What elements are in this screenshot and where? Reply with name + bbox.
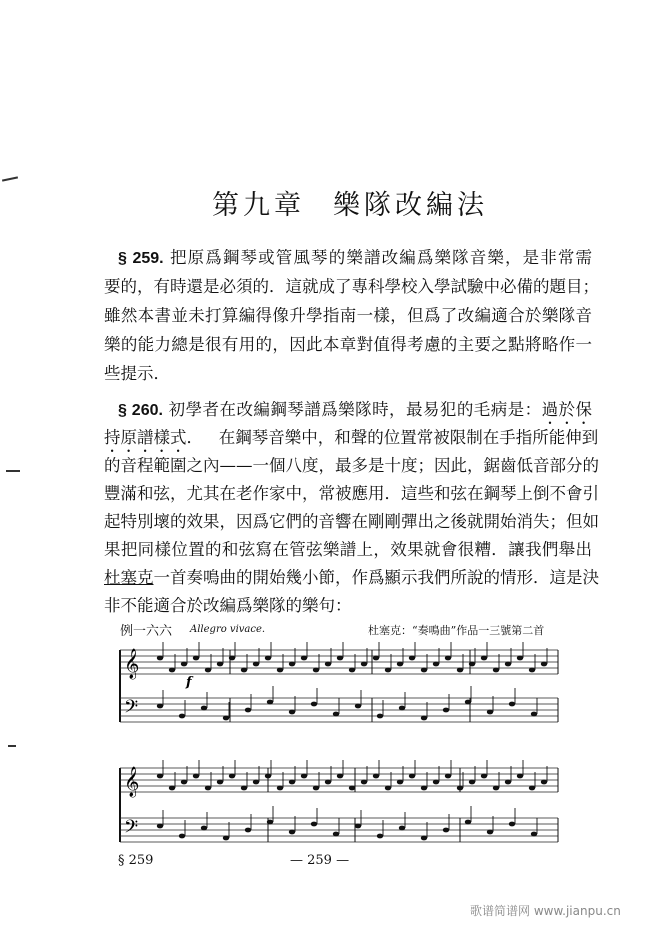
note-head — [301, 774, 307, 779]
text-line: 些提示． — [104, 364, 170, 383]
note-head — [373, 656, 379, 661]
note-head — [469, 780, 475, 785]
note-head — [409, 656, 415, 661]
note-head — [541, 662, 547, 667]
note-head — [217, 780, 223, 785]
note-head — [509, 702, 515, 707]
note-head — [445, 656, 451, 661]
note-head — [399, 706, 405, 711]
note-head — [373, 774, 379, 779]
text-line: 豐滿和弦，尤其在老作家中，常被應用．這些和弦在鋼琴上倒不會引 — [104, 484, 599, 503]
note-head — [445, 774, 451, 779]
note-head — [253, 662, 259, 667]
note-head — [193, 656, 199, 661]
note-head — [409, 774, 415, 779]
text-line: 果把同樣位置的和弦寫在管弦樂譜上，效果就會很糟．讓我們舉出 — [104, 540, 592, 559]
note-head — [245, 828, 251, 833]
note-head — [421, 786, 427, 791]
note-head — [349, 786, 355, 791]
note-head — [289, 662, 295, 667]
note-head — [223, 716, 229, 721]
note-head — [529, 668, 535, 673]
note-head — [481, 656, 487, 661]
note-head — [201, 826, 207, 831]
note-head — [505, 780, 511, 785]
note-head — [181, 780, 187, 785]
note-head — [333, 832, 339, 837]
tempo-marking: Allegro vivace. — [190, 624, 266, 635]
note-head — [289, 780, 295, 785]
note-head — [443, 828, 449, 833]
text-line: 的音程範圍之內——一個八度，最多是十度；因此，鋸齒低音部分的 — [104, 456, 599, 475]
emphasized-text: 持原譜樣式． — [104, 428, 203, 447]
note-head — [277, 668, 283, 673]
note-head — [267, 820, 273, 825]
treble-clef-icon: 𝄞 — [124, 649, 140, 679]
note-head — [529, 786, 535, 791]
dynamic-marking: f — [186, 675, 192, 690]
note-head — [509, 822, 515, 827]
note-head — [325, 662, 331, 667]
watermark: 歌谱简谱网 www.jianpu.cn — [470, 904, 621, 918]
note-head — [277, 786, 283, 791]
bass-clef-icon: 𝄢 — [124, 817, 139, 842]
note-head — [179, 834, 185, 839]
note-head — [201, 706, 207, 711]
treble-clef-icon: 𝄞 — [124, 767, 140, 797]
chapter-number: 第九章 — [212, 190, 305, 221]
note-head — [487, 830, 493, 835]
note-head — [465, 700, 471, 705]
text-line: 非不能適合於改編爲樂隊的樂句： — [104, 596, 352, 615]
note-head — [541, 780, 547, 785]
note-head — [157, 704, 163, 709]
note-head — [531, 712, 537, 717]
note-head — [205, 786, 211, 791]
note-head — [337, 656, 343, 661]
note-head — [265, 656, 271, 661]
note-head — [325, 780, 331, 785]
note-head — [253, 780, 259, 785]
text-line: 在鋼琴音樂中，和聲的位置常被限制在手指所能伸到 — [218, 428, 599, 447]
note-head — [399, 826, 405, 831]
note-head — [469, 662, 475, 667]
note-head — [157, 824, 163, 829]
note-head — [223, 836, 229, 841]
note-head — [229, 774, 235, 779]
section-number: § 260. — [118, 402, 163, 419]
note-head — [493, 668, 499, 673]
note-head — [265, 774, 271, 779]
note-head — [487, 710, 493, 715]
chapter-name: 樂隊改編法 — [333, 190, 488, 221]
note-head — [245, 708, 251, 713]
footer-section: § 259 — [118, 853, 154, 868]
note-head — [361, 662, 367, 667]
note-head — [157, 656, 163, 661]
note-head — [333, 712, 339, 717]
note-head — [385, 668, 391, 673]
text-line: 雖然本書並未打算編得像升學指南一樣，但爲了改編適合於樂隊音 — [104, 306, 592, 325]
note-head — [397, 780, 403, 785]
note-head — [377, 834, 383, 839]
note-head — [493, 786, 499, 791]
note-head — [443, 708, 449, 713]
composer-name: 杜塞克 — [104, 568, 154, 587]
text-line: 一首奏鳴曲的開始幾小節，作爲顯示我們所說的情形．這是決 — [153, 568, 599, 587]
note-head — [313, 786, 319, 791]
note-head — [457, 786, 463, 791]
note-head — [157, 774, 163, 779]
bass-clef-icon: 𝄢 — [124, 697, 139, 722]
note-head — [355, 704, 361, 709]
note-head — [421, 716, 427, 721]
note-head — [311, 822, 317, 827]
note-head — [181, 662, 187, 667]
note-head — [179, 714, 185, 719]
example-source: 杜塞克：“奏鳴曲”作品一三號第二首 — [368, 624, 545, 637]
note-head — [481, 774, 487, 779]
emphasized-text: 過於保 — [541, 400, 593, 419]
note-head — [517, 656, 523, 661]
text-line: 樂的能力總是很有用的，因此本章對值得考慮的主要之點將略作一 — [104, 335, 592, 354]
note-head — [313, 668, 319, 673]
note-head — [465, 820, 471, 825]
note-head — [531, 832, 537, 837]
note-head — [289, 710, 295, 715]
example-label: 例一六六 — [120, 624, 173, 639]
note-head — [229, 656, 235, 661]
note-head — [433, 662, 439, 667]
note-head — [517, 774, 523, 779]
note-head — [397, 662, 403, 667]
note-head — [311, 702, 317, 707]
note-head — [385, 786, 391, 791]
note-head — [205, 668, 211, 673]
text-line: 把原爲鋼琴或管風琴的樂譜改編爲樂隊音樂，是非常需 — [170, 248, 593, 267]
note-head — [421, 836, 427, 841]
note-head — [361, 780, 367, 785]
note-head — [337, 774, 343, 779]
note-head — [241, 668, 247, 673]
note-head — [505, 662, 511, 667]
page-number: — 259 — — [290, 853, 350, 868]
note-head — [457, 668, 463, 673]
note-head — [289, 830, 295, 835]
text-line: 初學者在改編鋼琴譜爲樂隊時，最易犯的毛病是： — [168, 400, 542, 419]
note-head — [267, 700, 273, 705]
note-head — [377, 714, 383, 719]
note-head — [169, 668, 175, 673]
note-head — [301, 656, 307, 661]
section-number: § 259. — [118, 250, 164, 267]
note-head — [241, 786, 247, 791]
note-head — [217, 662, 223, 667]
note-head — [355, 824, 361, 829]
note-head — [349, 668, 355, 673]
note-head — [421, 668, 427, 673]
text-line: 起特別壞的效果，因爲它們的音響在剛剛彈出之後就開始消失；但如 — [104, 512, 599, 531]
note-head — [193, 774, 199, 779]
note-head — [169, 786, 175, 791]
text-line: 要的，有時還是必須的．這就成了專科學校入學試驗中必備的題目； — [104, 277, 599, 296]
note-head — [433, 780, 439, 785]
